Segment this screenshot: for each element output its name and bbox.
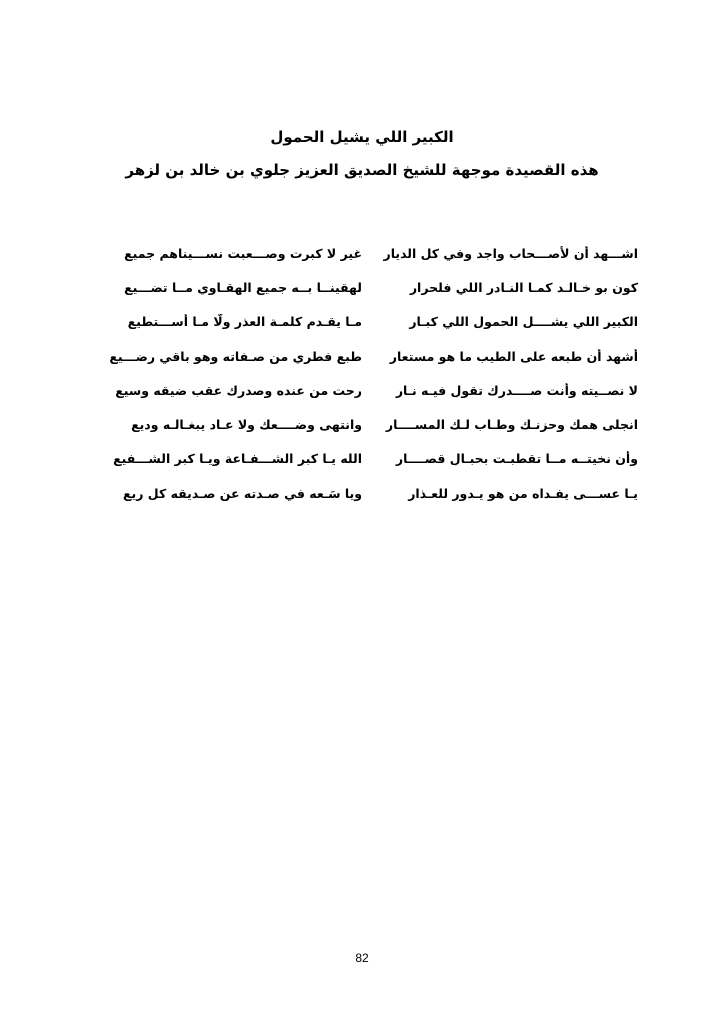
verse-row [92,373,638,407]
verse-second-hemistich: لهقينــا بــه جميع الهقـاوي مــا تضـــيع [124,279,362,295]
verse-row [92,236,638,270]
verse-row [92,339,638,373]
verse-first-hemistich: لا نصــيته وأنت صــــدرك تقولِ فيـه نـار [395,382,638,398]
verse-first-hemistich: انجلى همك وحزنـك وطـاب لـك المســــار [385,417,638,433]
verse-second-hemistich: غير لا كبرت وصـــعبت نســـيناهم جميع [124,245,362,261]
verse-row [92,305,638,339]
verse-first-hemistich: وأن نخيتــه مــا تقطبـت بحبـالِ قصــــار [395,451,638,467]
poem-body [92,236,638,510]
verse-first-hemistich: الكبير اللي يشــــل الحمول اللي كبـار [409,314,638,330]
verse-second-hemistich: رحت من عنده وصدرك عقب ضيقه وسيع [115,382,362,398]
verse-second-hemistich: الله يـا كبر الشـــفـاعة ويـا كبر الشـــفيع [113,451,362,467]
verse-row [92,407,638,441]
verse-row [92,442,638,476]
verse-first-hemistich: اشـــهد أن لأصـــحاب واجد وفي كل الديار [383,245,638,261]
verse-row [92,476,638,510]
verse-second-hemistich: مـا يقـدم كلمـة العذر ولّا مـا أســـتطيع [127,314,362,330]
verse-second-hemistich: طبع فطري من صـفاته وهو باقي رضـــيع [109,348,362,364]
verse-row [92,270,638,304]
page-number: 82 [355,951,369,965]
verse-first-hemistich: أشهد أن طبعه على الطيب ما هو مستعار [389,348,638,364]
verse-second-hemistich: ويا سَـعه في صـدته عن صـديقه كل ريع [123,485,362,501]
poem-title: الكبير اللي يشيل الحمول [270,128,454,146]
poem-dedication: هذه القصيدة موجهة للشيخ الصديق العزيز جلوي بن خالد بن لزهر [125,161,599,179]
verse-second-hemistich: وانتهى وضــــعك ولا عـاد يبغـالـه وديع [131,417,362,433]
verse-first-hemistich: كون بو خـالـد كمـا النـادر اللي فلحرار [409,279,638,295]
verse-first-hemistich: يـا عســـى يفـداه من هو يـدور للعـذار [408,485,638,501]
